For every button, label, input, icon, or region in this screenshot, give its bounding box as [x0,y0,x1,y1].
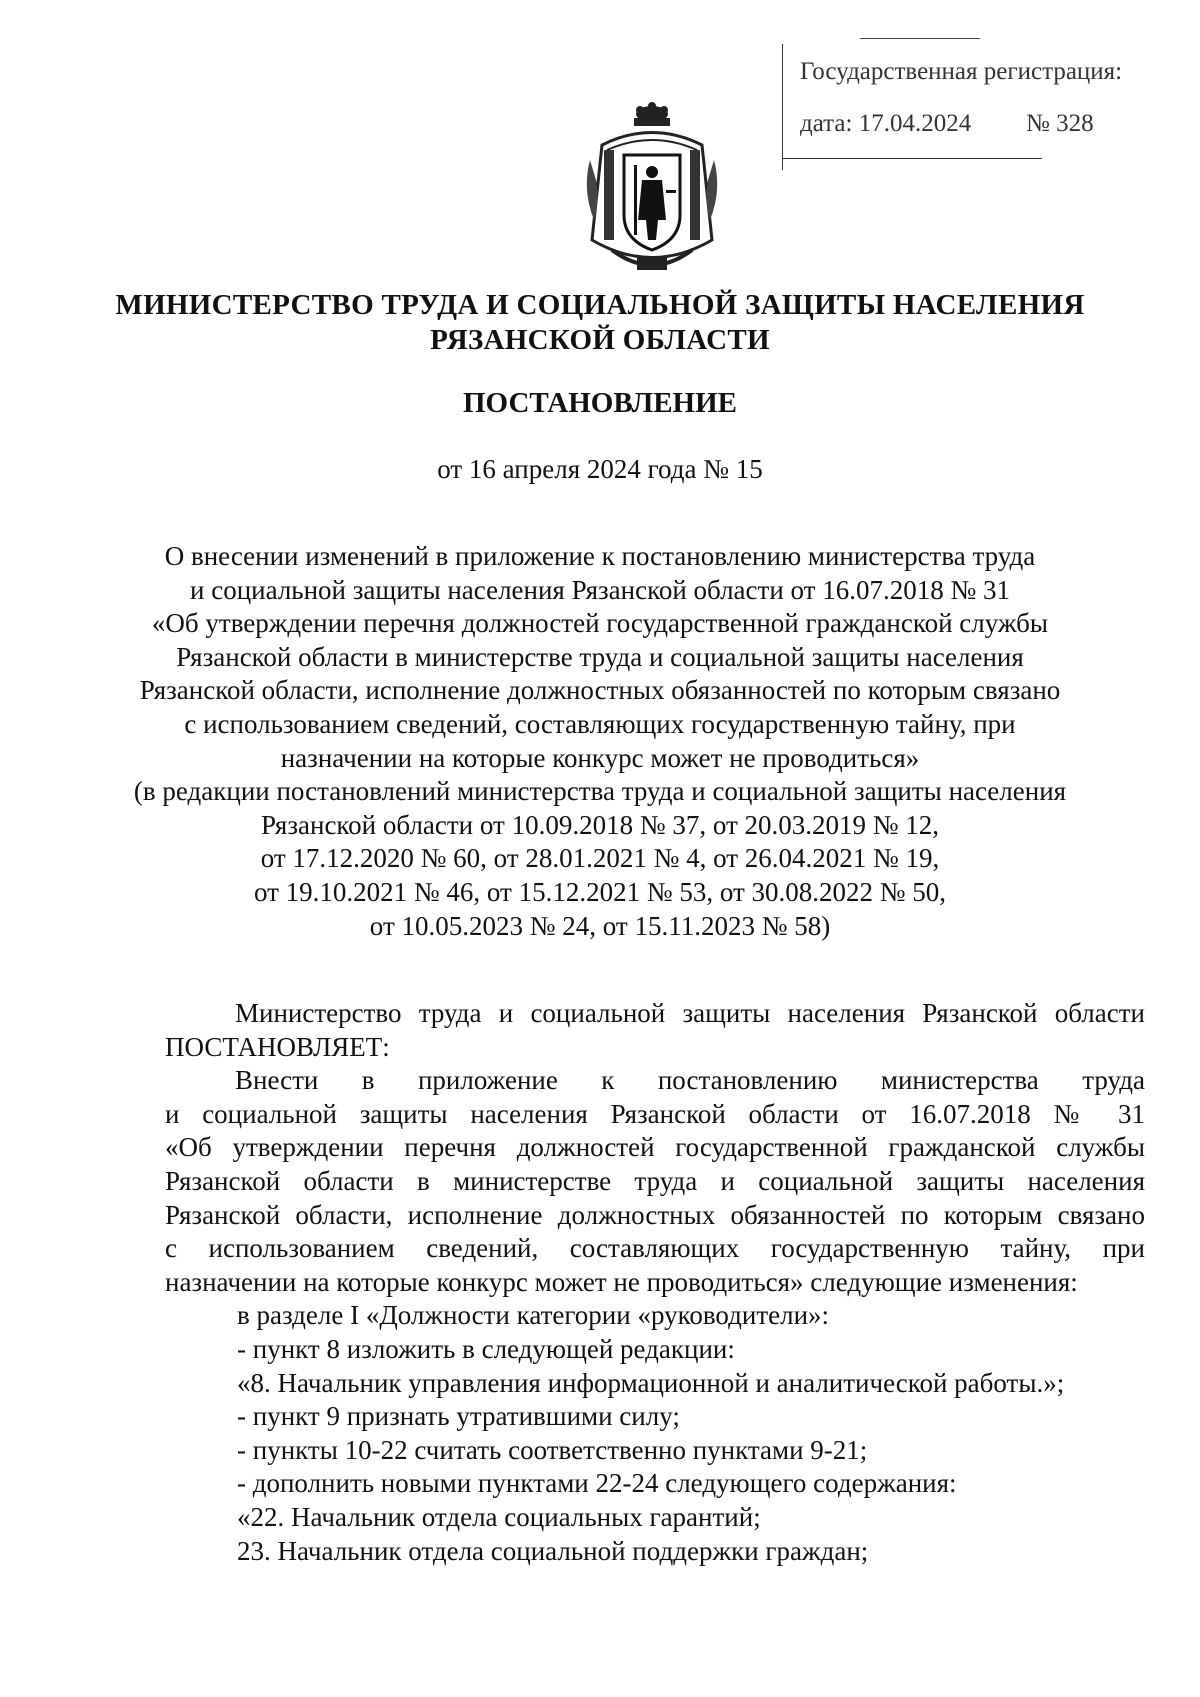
paragraph-line: назначении на которые конкурс может не проводиться» следующие изменения: [165,1266,1078,1297]
paragraph-line: «Об утверждении перечня должностей государственной гражданской службы [165,1132,1145,1163]
list-item: «8. Начальник управления информационной и аналитической работы.»; [237,1367,1065,1398]
document-date: от 16 апреля 2024 года № 15 [437,454,763,484]
list-item: 23. Начальник отдела социальной поддержки граждан; [237,1535,869,1566]
ministry-title [0,288,1200,358]
registration-date-line [800,110,1094,138]
subject-line: и социальной защиты населения Рязанской области от 16.07.2018 № 31 [190,574,1010,605]
list-item: - пункты 10-22 считать соответственно пунктами 9-21; [237,1434,868,1465]
paragraph-line: и социальной защиты населения Рязанской области от 16.07.2018 № 31 [165,1098,1145,1129]
subject-line: «Об утверждении перечня должностей государственной гражданской службы [151,608,1049,639]
paragraph-line: Рязанской области в министерстве труда и социальной защиты населения [165,1165,1145,1196]
paragraph-line: с использованием сведений, составляющих государственную тайну, при [165,1233,1145,1264]
list-item: в разделе I «Должности категории «руководители»: [237,1300,830,1331]
ministry-title-line2: РЯЗАНСКОЙ ОБЛАСТИ [430,324,770,356]
subject-line: Рязанской области, исполнение должностных обязанностей по которым связано [139,675,1061,706]
list-item: - пункт 9 признать утратившими силу; [237,1401,680,1432]
subject-line: с использованием сведений, составляющих государственную тайну, при [184,708,1016,739]
registration-date: дата: 17.04.2024 [800,110,972,137]
list-item: - дополнить новыми пунктами 22-24 следующего содержания: [237,1468,957,1499]
registration-number: № 328 [1026,110,1094,137]
subject-line: Рязанской области в министерстве труда и социальной защиты населения [176,641,1024,672]
stamp-bottom-rule [782,158,1042,159]
stamp-side-rule [782,44,783,170]
subject-line: назначении на которые конкурс может не проводиться» [280,742,920,773]
subject-line: (в редакции постановлений министерства труда и социальной защиты населения [133,776,1067,807]
registration-label: Государственная регистрация: [800,58,1123,85]
document-body [165,997,1145,1568]
list-item: - пункт 8 изложить в следующей редакции: [237,1333,735,1364]
coat-of-arms-icon [582,100,722,280]
registration-stamp [780,30,1140,170]
list-item: «22. Начальник отдела социальных гарантий; [237,1501,761,1532]
subject-line: О внесении изменений в приложение к постановлению министерства труда [164,541,1036,571]
preamble-resolves: ПОСТАНОВЛЯЕТ: [165,1031,390,1062]
paragraph-line: Внести в приложение к постановлению министерства труда [235,1065,1145,1096]
subject-line: от 17.12.2020 № 60, от 28.01.2021 № 4, от 26.04.2021 № 19, [260,843,940,874]
document-type: ПОСТАНОВЛЕНИЕ [462,387,737,419]
stamp-top-rule [860,38,980,39]
subject-line: от 10.05.2023 № 24, от 15.11.2023 № 58) [369,910,831,941]
preamble-line: Министерство труда и социальной защиты населения Рязанской области [235,998,1145,1028]
subject-heading [100,540,1100,943]
ministry-title-line1: МИНИСТЕРСТВО ТРУДА И СОЦИАЛЬНОЙ ЗАЩИТЫ НАСЕЛЕНИЯ [115,289,1085,321]
subject-line: Рязанской области от 10.09.2018 № 37, от 20.03.2019 № 12, [260,809,940,840]
subject-line: от 19.10.2021 № 46, от 15.12.2021 № 53, от 30.08.2022 № 50, [253,876,947,907]
paragraph-line: Рязанской области, исполнение должностных обязанностей по которым связано [165,1199,1145,1230]
